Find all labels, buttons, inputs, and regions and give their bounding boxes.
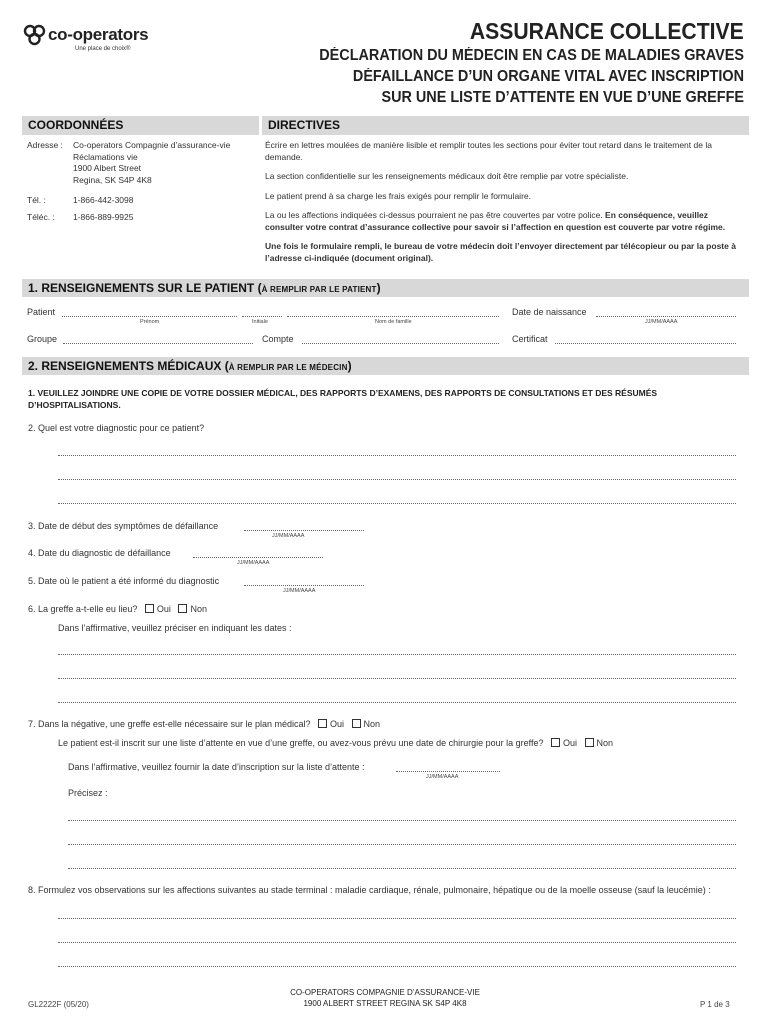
waitlist-date-field[interactable] [396, 771, 500, 772]
groupe-label: Groupe [27, 334, 58, 344]
q6-non-checkbox[interactable] [178, 604, 187, 613]
compte-field[interactable] [302, 343, 499, 344]
coordonnees-heading: COORDONNÉES [22, 116, 259, 135]
directives-heading: DIRECTIVES [262, 116, 749, 135]
question-4: 4. Date du diagnostic de défaillance [28, 548, 171, 558]
directive-4: La ou les affections indiquées ci-dessus pourraient ne pas être couvertes par votre police. En conséquence, veuillez consulter votre contrat d’assurance collective pour savoir si l’affection en question est couverte par votre régime. [265, 210, 726, 232]
observations-line[interactable] [58, 942, 736, 943]
tel-label: Tél. : [27, 195, 46, 205]
q7b-oui-checkbox[interactable] [551, 738, 560, 747]
subtitle-line: DÉCLARATION DU MÉDECIN EN CAS DE MALADIES GRAVES [319, 47, 744, 64]
compte-label: Compte [262, 334, 294, 344]
precisez-line[interactable] [68, 820, 736, 821]
certificat-field[interactable] [555, 343, 736, 344]
co-operators-logo-icon [22, 24, 48, 46]
question-3: 3. Date de début des symptômes de défaillance [28, 521, 219, 531]
hint-prenom: Prénom [140, 319, 160, 325]
transplant-dates-line[interactable] [58, 678, 736, 679]
q7-oui-label: Oui [330, 719, 345, 729]
precisez-line[interactable] [68, 844, 736, 845]
section2-heading: 2. RENSEIGNEMENTS MÉDICAUX (À REMPLIR PAR LE MÉDECIN) [22, 357, 749, 375]
footer-company-block [200, 987, 570, 1009]
observations-line[interactable] [58, 918, 736, 919]
last-name-field[interactable] [287, 316, 499, 317]
transplant-dates-line[interactable] [58, 654, 736, 655]
groupe-field[interactable] [63, 343, 253, 344]
directive-2: La section confidentielle sur les renseignements médicaux doit être remplie par votre spécialiste. [265, 171, 629, 181]
patient-label: Patient [27, 307, 56, 317]
precisez-line[interactable] [68, 868, 736, 869]
page-subtitle [184, 45, 744, 108]
address-label: Adresse : [27, 140, 63, 150]
question-5: 5. Date où le patient a été informé du diagnostic [28, 576, 220, 586]
brand-tagline: Une place de choix® [75, 46, 131, 52]
fax-label: Téléc. : [27, 212, 55, 222]
question-7: 7. Dans la négative, une greffe est-elle nécessaire sur le plan médical? Oui Non [28, 719, 381, 729]
q7-non-label: Non [363, 719, 381, 729]
q6-oui-label: Oui [156, 604, 171, 614]
diagnostic-line[interactable] [58, 503, 736, 504]
address-block [73, 140, 263, 186]
directive-5: Une fois le formulaire rempli, le bureau de votre médecin doit l’envoyer directement par télécopieur ou par la poste à l’adresse ci-indiquée (document original). [265, 241, 736, 263]
date-hint: JJ/MM/AAAA [237, 560, 270, 566]
subtitle-line: SUR UNE LISTE D’ATTENTE EN VUE D’UNE GREFFE [381, 89, 744, 106]
page-title: ASSURANCE COLLECTIVE [470, 18, 744, 44]
first-name-field[interactable] [62, 316, 237, 317]
directive-1: Écrire en lettres moulées de manière lisible et remplir toutes les sections pour éviter tout retard dans le traitement de la demande. [265, 140, 712, 162]
dob-field[interactable] [596, 316, 736, 317]
question-7d: Précisez : [68, 788, 108, 798]
diagnostic-line[interactable] [58, 479, 736, 480]
question-8: 8. Formulez vos observations sur les affections suivantes au stade terminal : maladie cardiaque, rénale, pulmonaire, hépatique ou de la moelle osseuse (sauf la leucémie) : [28, 885, 711, 895]
q7b-oui-label: Oui [562, 738, 577, 748]
hint-initiale: Initiale [252, 319, 268, 325]
q7-oui-checkbox[interactable] [318, 719, 327, 728]
question-2: 2. Quel est votre diagnostic pour ce patient? [28, 423, 205, 433]
diagnostic-line[interactable] [58, 455, 736, 456]
question-7b: Le patient est-il inscrit sur une liste d’attente en vue d’une greffe, ou avez-vous prévu une date de chirurgie pour la greffe? Oui Non [58, 738, 614, 748]
fax-value: 1-866-889-9925 [73, 212, 134, 222]
subtitle-line: DÉFAILLANCE D’UN ORGANE VITAL AVEC INSCRIPTION [352, 68, 744, 85]
footer-company: CO-OPERATORS COMPAGNIE D’ASSURANCE-VIE [290, 988, 480, 997]
date-hint: JJ/MM/AAAA [272, 533, 305, 539]
initial-field[interactable] [242, 316, 282, 317]
symptom-date-field[interactable] [244, 530, 364, 531]
brand-name: co-operators [48, 25, 149, 44]
transplant-dates-line[interactable] [58, 702, 736, 703]
q7b-non-label: Non [596, 738, 614, 748]
directive-3: Le patient prend à sa charge les frais exigés pour remplir le formulaire. [265, 190, 531, 201]
question-1: 1. VEUILLEZ JOINDRE UNE COPIE DE VOTRE DOSSIER MÉDICAL, DES RAPPORTS D’EXAMENS, DES RAPPORTS DE CONSULTATIONS ET DES RÉSUMÉS D’HOSPITALISATIONS. [28, 388, 658, 410]
dob-label: Date de naissance [512, 307, 587, 317]
hint-dob: JJ/MM/AAAA [645, 319, 678, 325]
address-line: Co-operators Compagnie d’assurance-vie [73, 140, 231, 150]
directives-text [265, 140, 745, 272]
q7-non-checkbox[interactable] [352, 719, 361, 728]
q6-non-label: Non [190, 604, 207, 614]
form-code: GL2222F (05/20) [28, 1000, 89, 1009]
q6-oui-checkbox[interactable] [145, 604, 154, 613]
observations-line[interactable] [58, 966, 736, 967]
section1-heading: 1. RENSEIGNEMENTS SUR LE PATIENT (À REMPLIR PAR LE PATIENT) [22, 279, 749, 297]
address-line: Regina, SK S4P 4K8 [73, 174, 152, 185]
address-line: 1900 Albert Street [73, 163, 142, 173]
q7b-non-checkbox[interactable] [585, 738, 594, 747]
diagnosis-date-field[interactable] [193, 557, 323, 558]
question-7c: Dans l’affirmative, veuillez fournir la date d’inscription sur la liste d’attente : [68, 762, 365, 772]
hint-nom: Nom de famille [375, 319, 412, 325]
footer-address: 1900 ALBERT STREET REGINA SK S4P 4K8 [303, 999, 467, 1008]
certificat-label: Certificat [512, 334, 548, 344]
question-6-detail: Dans l’affirmative, veuillez préciser en indiquant les dates : [58, 623, 292, 633]
page-number: P 1 de 3 [700, 1000, 730, 1009]
date-hint: JJ/MM/AAAA [283, 588, 316, 594]
question-6: 6. La greffe a-t-elle eu lieu? Oui Non [28, 604, 207, 614]
tel-value: 1-866-442-3098 [73, 195, 134, 205]
informed-date-field[interactable] [244, 585, 364, 586]
date-hint: JJ/MM/AAAA [426, 774, 459, 780]
address-line: Réclamations vie [73, 151, 138, 162]
